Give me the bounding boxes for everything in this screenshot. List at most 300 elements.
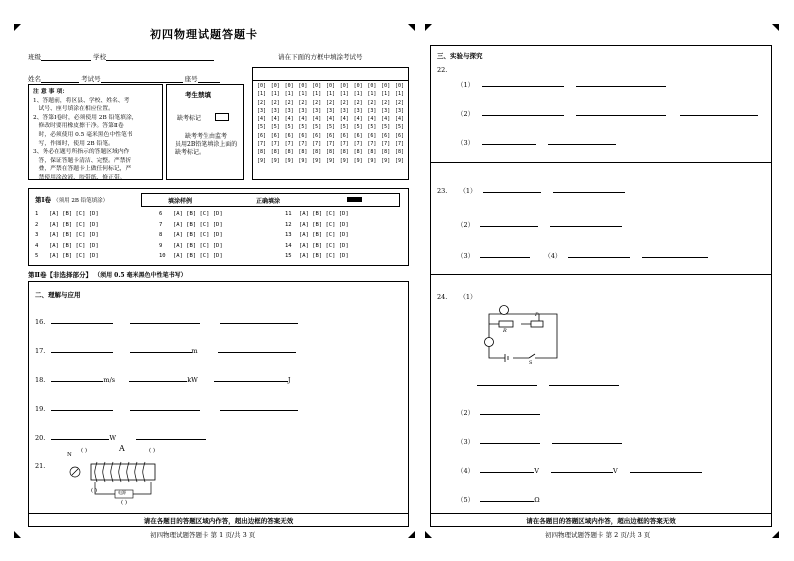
q19-blank-1[interactable]: [51, 404, 113, 411]
section2-title: 二、理解与应用: [35, 291, 81, 299]
page-title: 初四物理试题答题卡: [150, 28, 258, 41]
q23-label: 23.: [437, 187, 448, 195]
exam-number-bubble[interactable]: [5]: [312, 124, 322, 131]
exam-number-bubble[interactable]: [8]: [367, 149, 377, 156]
exam-number-bubble[interactable]: [4]: [381, 116, 391, 123]
exam-number-bubble[interactable]: [4]: [325, 116, 336, 123]
q22-row-1: [457, 80, 666, 89]
mc-question-number: 8: [159, 232, 163, 238]
exam-number-bubble[interactable]: [6]: [312, 132, 322, 139]
notes-line: 禁使用涂改液、胶带纸、修正带。: [33, 174, 126, 181]
solenoid-core: [91, 464, 155, 480]
exam-number-bubble[interactable]: [6]: [256, 132, 267, 139]
school-field[interactable]: [106, 52, 214, 61]
exam-number-bubble[interactable]: [6]: [298, 132, 308, 139]
exam-number-bubble[interactable]: [2]: [394, 99, 405, 106]
exam-number-bubble[interactable]: [5]: [381, 124, 391, 131]
mc-options[interactable]: [A] [B] [C] [D]: [49, 242, 99, 249]
q22-2-blank-1[interactable]: [482, 109, 564, 116]
q16-blank-1[interactable]: [51, 317, 113, 324]
notes-line: 3、务必在题号所指示的答题区域内作: [33, 149, 130, 156]
q21-blank-bottom-left[interactable]: ( ): [91, 488, 98, 494]
mc-options[interactable]: [A] [B] [C] [D]: [173, 242, 223, 249]
q16-row: [35, 317, 298, 326]
corner-mark-top-left: [14, 24, 21, 31]
exam-number-bubble[interactable]: [1]: [298, 91, 308, 98]
mc-question-row: [159, 243, 223, 249]
exam-number-bubble[interactable]: [1]: [367, 91, 377, 98]
exam-number-bubble[interactable]: [3]: [298, 107, 308, 114]
solenoid-coil: [95, 462, 145, 482]
mc-question-number: 3: [35, 232, 39, 238]
seat-field[interactable]: [198, 74, 220, 83]
exam-number-bubble[interactable]: [7]: [381, 141, 391, 148]
rheostat-icon: [531, 321, 543, 327]
q24-1-blank-1[interactable]: [477, 379, 537, 386]
exam-number-bubble[interactable]: [4]: [367, 116, 377, 123]
exam-number-write-row[interactable]: [253, 68, 408, 81]
exam-number-column: [379, 82, 392, 165]
part2-subtitle: （须用 0.5 毫米黑色中性笔书写）: [94, 272, 187, 279]
exam-number-bubble[interactable]: [9]: [284, 157, 294, 164]
mc-question-number: 10: [159, 253, 166, 259]
exam-number-bubble[interactable]: [5]: [339, 124, 349, 131]
exam-number-column: [338, 82, 351, 165]
q23-2-blank-2[interactable]: [550, 220, 622, 227]
exam-number-bubble[interactable]: [5]: [353, 124, 363, 131]
q22-3-blank-2[interactable]: [548, 138, 616, 145]
exam-number-bubble[interactable]: [5]: [394, 124, 405, 131]
q24-3-blank-1[interactable]: [480, 437, 540, 444]
exam-number-bubble[interactable]: [3]: [381, 107, 391, 114]
exam-number-bubble[interactable]: [4]: [394, 116, 405, 123]
exam-number-bubble[interactable]: [7]: [325, 141, 336, 148]
mc-question-row: [285, 232, 349, 238]
exam-number-bubble[interactable]: [2]: [312, 99, 322, 106]
q23-part1-label: （1）: [459, 187, 477, 195]
exam-number-bubble[interactable]: [8]: [256, 149, 267, 156]
absent-desc-line: 缺考考生由监考: [185, 133, 228, 140]
notes-box: [28, 84, 163, 180]
mc-question-row: [35, 232, 99, 238]
mc-question-row: [285, 243, 349, 249]
q23-4-blank-1[interactable]: [568, 251, 630, 258]
q18-blank-1[interactable]: [51, 375, 103, 382]
exam-number-bubble[interactable]: [0]: [298, 83, 308, 89]
exam-number-bubble[interactable]: [3]: [312, 107, 322, 114]
notes-line: 写，作图时，使用 2B 铅笔。: [33, 140, 114, 147]
exam-number-bubble[interactable]: [2]: [256, 99, 267, 106]
exam-number-bubble[interactable]: [8]: [312, 149, 322, 156]
exam-number-bubble[interactable]: [2]: [381, 99, 391, 106]
exam-number-bubble[interactable]: [6]: [339, 132, 349, 139]
exam-number-bubble[interactable]: [6]: [394, 132, 405, 139]
exam-number-bubble[interactable]: [0]: [339, 83, 349, 89]
exam-number-bubble[interactable]: [5]: [298, 124, 308, 131]
exam-number-bubble[interactable]: [2]: [353, 99, 363, 106]
notes-line: 2、答第Ⅰ卷时，必须使用 2B 铅笔填涂，: [33, 114, 138, 121]
exam-number-bubble[interactable]: [9]: [325, 157, 336, 164]
corner-mark-top-right: [408, 24, 415, 31]
exam-no-field[interactable]: [101, 74, 183, 83]
exam-number-bubble[interactable]: [8]: [381, 149, 391, 156]
q18-row: [35, 375, 291, 384]
switch-icon: [529, 354, 535, 358]
q24-circuit-svg: [479, 304, 559, 368]
exam-number-bubble[interactable]: [4]: [312, 116, 322, 123]
q22-2-blank-2[interactable]: [576, 109, 666, 116]
exam-number-bubble[interactable]: [0]: [256, 83, 267, 89]
exam-number-bubble[interactable]: [0]: [270, 83, 280, 89]
absent-desc: [175, 133, 237, 157]
exam-number-bubble[interactable]: [4]: [256, 116, 267, 123]
q24-5-blank[interactable]: [480, 495, 534, 502]
exam-number-column: [283, 82, 296, 165]
q20-row: [35, 433, 206, 442]
notes-line: 修改时要用橡皮擦干净。答第Ⅱ卷: [33, 123, 124, 130]
absent-title: 考生禁填: [185, 91, 211, 99]
left-boundary-note-bar: [29, 513, 408, 526]
divider-23-24: [431, 274, 771, 275]
q24-3-blank-2[interactable]: [552, 437, 622, 444]
q24-row-1: [437, 292, 477, 301]
exam-number-bubble[interactable]: [4]: [339, 116, 349, 123]
mc-question-row: [159, 222, 223, 228]
exam-number-bubble[interactable]: [1]: [381, 91, 391, 98]
part1-title: 第Ⅰ卷: [35, 196, 52, 204]
q20-unit: W: [109, 434, 117, 442]
exam-number-bubble[interactable]: [3]: [270, 107, 280, 114]
q22-row-3: [457, 138, 616, 147]
exam-number-bubble[interactable]: [1]: [312, 91, 322, 98]
exam-number-bubble[interactable]: [6]: [353, 132, 363, 139]
mc-question-row: [285, 222, 349, 228]
mc-question-number: 1: [35, 211, 39, 217]
q19-row: [35, 404, 298, 413]
exam-number-bubble[interactable]: [2]: [325, 99, 336, 106]
exam-number-bubble[interactable]: [2]: [270, 99, 280, 106]
exam-number-bubbles: [255, 82, 407, 178]
exam-number-column: [255, 82, 268, 165]
exam-number-bubble[interactable]: [0]: [353, 83, 363, 89]
mc-question-number: 14: [285, 242, 292, 249]
mc-question-row: [35, 243, 99, 249]
exam-number-bubble[interactable]: [1]: [256, 91, 267, 98]
exam-number-bubble[interactable]: [3]: [339, 107, 349, 114]
part1-subtitle: （须用 2B 铅笔填涂）: [53, 198, 109, 204]
name-field[interactable]: [41, 74, 79, 83]
circuit-R-label: R: [503, 328, 507, 334]
q23-1-blank-2[interactable]: [553, 186, 625, 193]
q21-diagram[interactable]: [67, 444, 177, 510]
mc-options[interactable]: [A] [B] [C] [D]: [49, 253, 99, 259]
q18-unit-2: kW: [187, 376, 198, 384]
exam-number-bubble[interactable]: [4]: [284, 116, 294, 123]
exam-number-bubble[interactable]: [3]: [325, 107, 336, 114]
q24-4-unit-2: V: [613, 467, 618, 475]
exam-number-bubble[interactable]: [0]: [367, 83, 377, 89]
q22-label: 22.: [437, 66, 448, 74]
exam-number-bubble[interactable]: [9]: [256, 157, 267, 164]
exam-number-bubble[interactable]: [8]: [298, 149, 308, 156]
q23-3-blank[interactable]: [480, 251, 530, 258]
mc-options[interactable]: [A] [B] [C] [D]: [173, 211, 223, 217]
exam-number-bubble[interactable]: [7]: [270, 141, 280, 148]
q23-1-blank-1[interactable]: [483, 186, 541, 193]
battery-icon: [505, 354, 508, 362]
exam-number-bubble[interactable]: [4]: [298, 116, 308, 123]
name-row: [28, 74, 220, 83]
q24-4-blank-1[interactable]: [480, 466, 534, 473]
q24-part4-label: （4）: [457, 467, 475, 475]
class-field[interactable]: [41, 52, 91, 61]
q17-blank-3[interactable]: [218, 346, 296, 353]
q18-blank-2[interactable]: [129, 375, 187, 382]
exam-number-bubble[interactable]: [1]: [353, 91, 363, 98]
exam-number-bubble[interactable]: [1]: [270, 91, 280, 98]
exam-number-bubble[interactable]: [6]: [381, 132, 391, 139]
exam-number-bubble[interactable]: [4]: [353, 116, 363, 123]
q17-unit: m: [191, 347, 198, 355]
mc-options[interactable]: [A] [B] [C] [D]: [49, 211, 99, 217]
mc-options[interactable]: [A] [B] [C] [D]: [299, 221, 349, 228]
exam-number-bubble[interactable]: [1]: [339, 91, 349, 98]
exam-number-bubble[interactable]: [9]: [298, 157, 308, 164]
exam-number-bubble[interactable]: [6]: [270, 132, 280, 139]
left-page-footer: 初四物理试题答题卡 第 1 页/共 3 页: [150, 531, 256, 539]
sample-label: 填涂样例: [168, 198, 193, 205]
q18-label: 18.: [35, 376, 46, 384]
q24-circuit-diagram[interactable]: [479, 304, 559, 368]
q23-part2-label: （2）: [457, 221, 475, 229]
exam-number-bubble[interactable]: [9]: [270, 157, 280, 164]
exam-number-bubble[interactable]: [8]: [270, 149, 280, 156]
divider-22-23: [431, 162, 771, 163]
q19-label: 19.: [35, 405, 46, 413]
q24-part1-label: （1）: [459, 293, 477, 301]
q24-2-blank[interactable]: [480, 408, 540, 415]
exam-number-bubble[interactable]: [7]: [394, 141, 405, 148]
exam-number-bubble[interactable]: [7]: [298, 141, 308, 148]
exam-number-bubble[interactable]: [6]: [284, 132, 294, 139]
exam-number-bubble[interactable]: [2]: [367, 99, 377, 106]
mc-question-row: [159, 253, 223, 259]
resistor-icon: [499, 321, 513, 327]
q24-part3-label: （3）: [457, 438, 475, 446]
section3-title: 三、实验与探究: [437, 52, 483, 60]
q23-part3-label: （3）: [457, 252, 475, 260]
exam-number-bubble[interactable]: [1]: [284, 91, 294, 98]
exam-number-bubble[interactable]: [8]: [339, 149, 349, 156]
mc-options[interactable]: [A] [B] [C] [D]: [173, 253, 223, 259]
q24-4-blank-3[interactable]: [630, 466, 702, 473]
exam-number-bubble[interactable]: [8]: [284, 149, 294, 156]
class-label: 班级: [28, 53, 41, 61]
q20-blank-1[interactable]: [51, 433, 109, 440]
exam-number-grid: [252, 67, 409, 180]
absent-box: [166, 84, 244, 180]
part2-left-box: [28, 281, 409, 527]
seat-label: 座号: [184, 75, 198, 83]
right-boundary-note: 请在各题目的答题区域内作答，超出边框的答案无效: [526, 517, 676, 525]
exam-number-bubble[interactable]: [3]: [394, 107, 405, 114]
exam-number-bubble[interactable]: [9]: [353, 157, 363, 164]
mc-question-number: 7: [159, 221, 163, 228]
q22-part3-label: （3）: [457, 139, 475, 147]
mc-options[interactable]: [A] [B] [C] [D]: [173, 221, 223, 228]
exam-number-bubble[interactable]: [6]: [325, 132, 336, 139]
q17-blank-1[interactable]: [51, 346, 113, 353]
absent-desc-line: 员用2B铅笔填涂上面的: [175, 141, 238, 148]
notes-content: [33, 88, 163, 183]
circuit-S-label: S: [529, 360, 533, 366]
exam-number-bubble[interactable]: [7]: [367, 141, 377, 148]
exam-number-column: [365, 82, 378, 165]
exam-number-bubble[interactable]: [0]: [394, 83, 405, 89]
mc-options[interactable]: [A] [B] [C] [D]: [299, 211, 349, 217]
exam-number-bubble[interactable]: [1]: [394, 91, 405, 98]
q23-row-2: [457, 220, 622, 229]
exam-number-bubble[interactable]: [5]: [325, 124, 336, 131]
exam-number-bubble[interactable]: [7]: [353, 141, 363, 148]
exam-number-bubble[interactable]: [5]: [270, 124, 280, 131]
exam-number-bubble[interactable]: [2]: [339, 99, 349, 106]
exam-number-bubble[interactable]: [9]: [394, 157, 405, 164]
q16-blank-2[interactable]: [130, 317, 200, 324]
q24-label: 24.: [437, 293, 448, 301]
part2-right-box: [430, 45, 772, 527]
q21-blank-right[interactable]: ( ): [149, 448, 156, 454]
exam-number-bubble[interactable]: [7]: [312, 141, 322, 148]
q24-1-blank-2[interactable]: [549, 379, 619, 386]
exam-number-bubble[interactable]: [6]: [367, 132, 377, 139]
mc-question-row: [285, 211, 349, 217]
q22-3-blank-1[interactable]: [482, 138, 536, 145]
q22-1-blank-1[interactable]: [482, 80, 564, 87]
mc-question-number: 15: [285, 253, 292, 259]
exam-number-bubble[interactable]: [3]: [284, 107, 294, 114]
q18-unit-3: J: [287, 376, 291, 384]
mc-options[interactable]: [A] [B] [C] [D]: [299, 242, 349, 249]
exam-number-column: [352, 82, 365, 165]
exam-number-bubble[interactable]: [2]: [298, 99, 308, 106]
part2-header: [28, 270, 187, 279]
mc-question-row: [285, 253, 349, 259]
mc-question-row: [35, 222, 99, 228]
q23-4-blank-2[interactable]: [642, 251, 708, 258]
q22-1-blank-2[interactable]: [576, 80, 666, 87]
exam-number-bubble[interactable]: [5]: [367, 124, 377, 131]
mc-options[interactable]: [A] [B] [C] [D]: [299, 232, 349, 238]
notes-title: 注 意 事 项：: [33, 89, 69, 95]
mc-question-number: 12: [285, 221, 292, 228]
mc-question-number: 4: [35, 242, 39, 249]
q19-blank-2[interactable]: [130, 404, 200, 411]
q19-blank-3[interactable]: [220, 404, 298, 411]
q21-blank-bottom[interactable]: ( ): [121, 500, 128, 506]
q24-1-blanks: [477, 379, 619, 388]
q18-unit-1: m/s: [103, 376, 116, 384]
q22-2-blank-3[interactable]: [680, 109, 758, 116]
q21-current-label: A: [119, 444, 125, 453]
correct-label: 正确填涂: [256, 198, 281, 205]
q16-label: 16.: [35, 318, 46, 326]
mc-question-number: 9: [159, 242, 163, 249]
exam-number-bubble[interactable]: [3]: [256, 107, 267, 114]
corner-mark-bottom-left-2: [425, 531, 432, 538]
mc-question-row: [35, 253, 99, 259]
exam-number-bubble[interactable]: [0]: [325, 83, 336, 89]
q24-part2-label: （2）: [457, 409, 475, 417]
q22-row-2: [457, 109, 758, 118]
exam-number-bubble[interactable]: [8]: [325, 149, 336, 156]
mc-question-row: [159, 211, 223, 217]
absent-label: 缺考标记: [177, 115, 202, 122]
voltmeter-icon: [500, 306, 509, 315]
absent-checkbox[interactable]: [215, 113, 229, 121]
q24-row-3: [457, 437, 622, 446]
mc-question-row: [35, 211, 99, 217]
part1-box: [28, 188, 409, 266]
school-label: 学校: [93, 53, 107, 61]
corner-mark-top-left-2: [425, 24, 432, 31]
mc-options[interactable]: [A] [B] [C] [D]: [173, 232, 223, 238]
q23-row-3: [457, 251, 708, 260]
q24-4-blank-2[interactable]: [551, 466, 613, 473]
exam-number-bubble[interactable]: [9]: [381, 157, 391, 164]
notes-line: 叠，严禁在答题卡上做任何标记，严: [33, 166, 132, 173]
exam-number-bubble[interactable]: [3]: [353, 107, 363, 114]
mc-question-number: 13: [285, 232, 292, 238]
q16-blank-3[interactable]: [220, 317, 298, 324]
q23-2-blank-1[interactable]: [480, 220, 538, 227]
exam-number-bubble[interactable]: [5]: [256, 124, 267, 131]
exam-number-bubble[interactable]: [9]: [339, 157, 349, 164]
q17-row: [35, 346, 296, 355]
exam-number-bubble[interactable]: [7]: [284, 141, 294, 148]
exam-number-bubble[interactable]: [9]: [312, 157, 322, 164]
part2-title: 第Ⅱ卷【非选择部分】: [28, 271, 92, 279]
exam-number-bubble[interactable]: [4]: [270, 116, 280, 123]
mc-options[interactable]: [A] [B] [C] [D]: [299, 253, 349, 259]
exam-number-bubble[interactable]: [1]: [325, 91, 336, 98]
q20-blank-2[interactable]: [136, 433, 206, 440]
exam-number-bubble[interactable]: [0]: [284, 83, 294, 89]
exam-number-bubble[interactable]: [3]: [367, 107, 377, 114]
exam-number-bubble[interactable]: [8]: [353, 149, 363, 156]
q18-blank-3[interactable]: [214, 375, 288, 382]
exam-number-bubble[interactable]: [2]: [284, 99, 294, 106]
left-boundary-note: 请在各题目的答题区域内作答，超出边框的答案无效: [143, 517, 294, 525]
notes-line: 1、答题前，将区县、学校、姓名、考: [33, 97, 130, 104]
class-school-row: [28, 52, 214, 61]
exam-number-bubble[interactable]: [0]: [381, 83, 391, 89]
q17-label: 17.: [35, 347, 46, 355]
mc-options[interactable]: [A] [B] [C] [D]: [49, 221, 99, 228]
exam-number-bubble[interactable]: [8]: [394, 149, 405, 156]
exam-number-bubble[interactable]: [5]: [284, 124, 294, 131]
q24-4-unit-1: V: [534, 467, 539, 475]
exam-number-bubble[interactable]: [9]: [367, 157, 377, 164]
exam-number-bubble[interactable]: [7]: [339, 141, 349, 148]
q21-label: 21.: [35, 462, 46, 470]
q24-row-2: [457, 408, 540, 417]
q21-blank-left[interactable]: ( ): [81, 448, 88, 454]
exam-number-bubble[interactable]: [0]: [312, 83, 322, 89]
mc-options[interactable]: [A] [B] [C] [D]: [49, 232, 99, 238]
q17-blank-2[interactable]: [130, 346, 192, 353]
exam-number-bubble[interactable]: [7]: [256, 141, 267, 148]
